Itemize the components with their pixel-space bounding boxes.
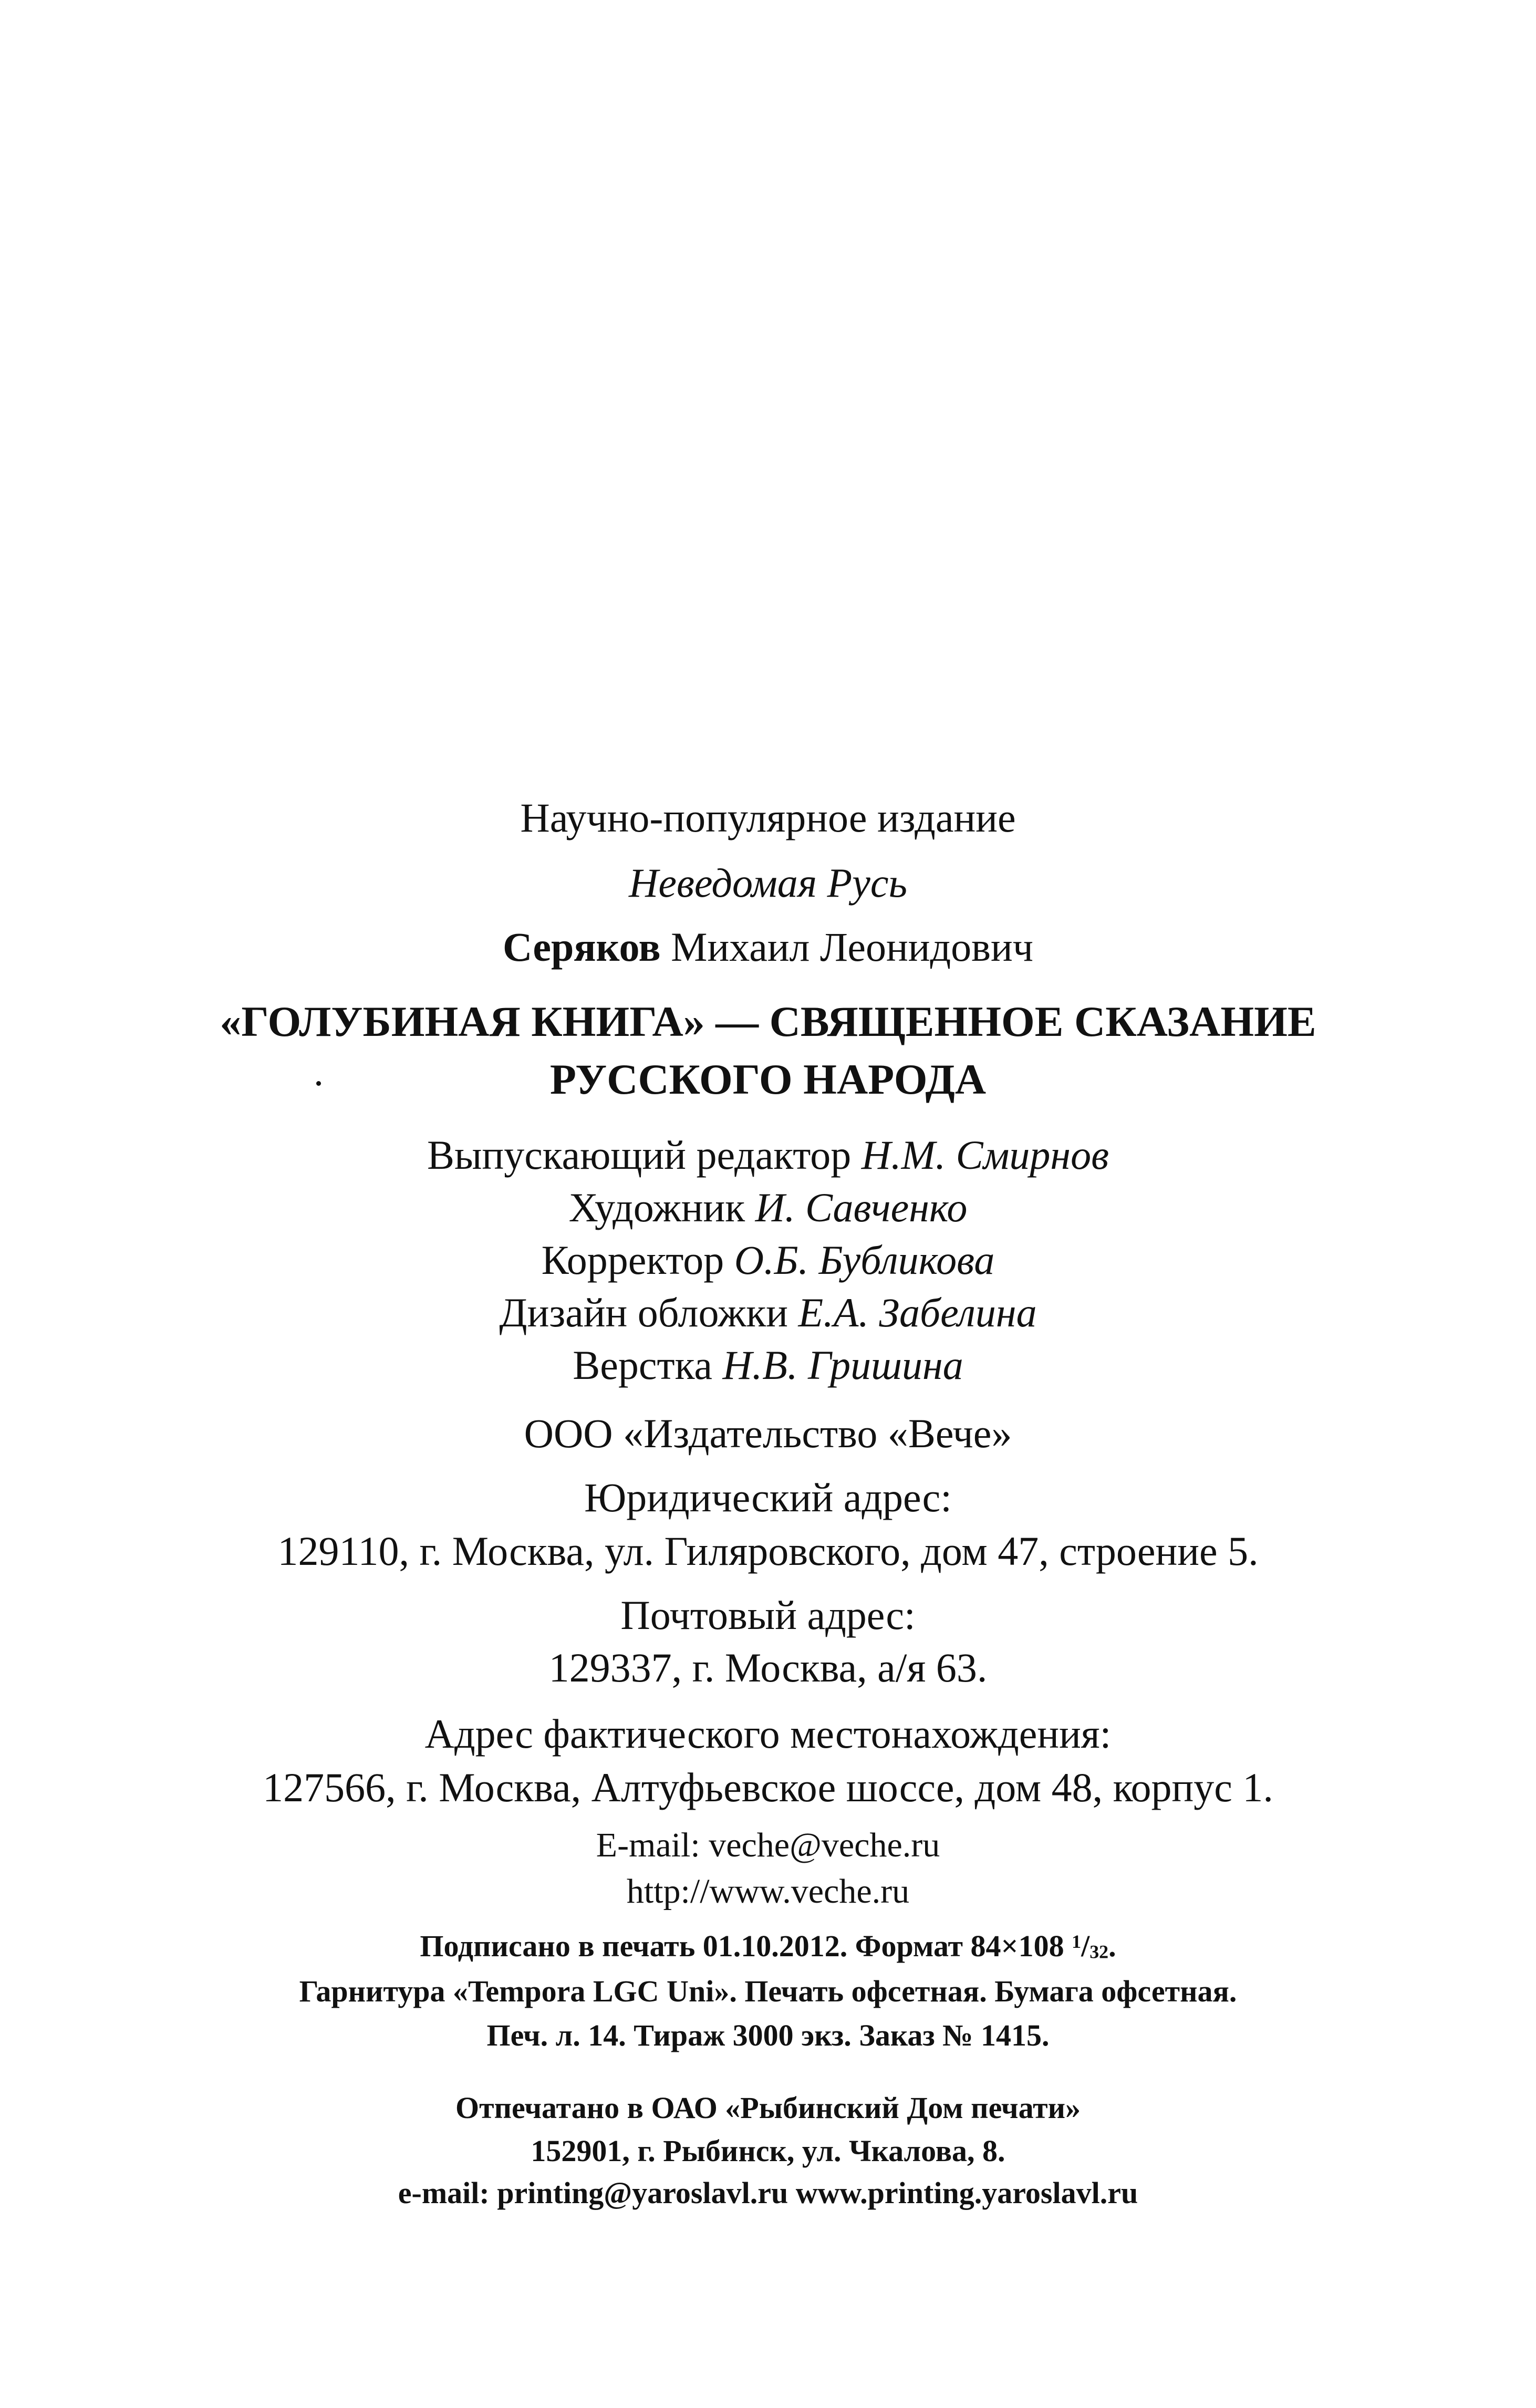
format-fraction-numerator: 1	[1072, 1930, 1082, 1952]
credit-role: Верстка	[573, 1342, 712, 1388]
print-signed-line	[0, 1931, 1536, 1962]
credit-proofreader	[0, 1237, 1536, 1283]
printer-contacts: e-mail: printing@yaroslavl.ru www.printing.yaroslavl.ru	[398, 2176, 1138, 2210]
credit-role: Дизайн обложки	[499, 1290, 788, 1335]
series-name: Неведомая Русь	[629, 860, 907, 906]
credit-role: Художник	[568, 1185, 745, 1230]
email-line: E-mail: veche@veche.ru	[596, 1826, 940, 1864]
typeface-line: Гарнитура «Tempora LGC Uni». Печать офсетная. Бумага офсетная.	[299, 1974, 1237, 2008]
postal-address-label: Почтовый адрес:	[620, 1592, 916, 1638]
edition-type: Научно-популярное издание	[520, 795, 1016, 840]
printer-address: 152901, г. Рыбинск, ул. Чкалова, 8.	[531, 2134, 1005, 2168]
format-fraction-denominator: 32	[1089, 1941, 1109, 1963]
book-title-line-1: «ГОЛУБИНАЯ КНИГА» — СВЯЩЕННОЕ СКАЗАНИЕ	[220, 998, 1316, 1045]
book-title-line-2: РУССКОГО НАРОДА	[549, 1055, 987, 1103]
author-surname: Серяков	[503, 924, 661, 970]
credit-person: Н.М. Смирнов	[861, 1132, 1109, 1178]
actual-address: 127566, г. Москва, Алтуфьевское шоссе, дом 48, корпус 1.	[263, 1765, 1273, 1810]
credit-person: И. Савченко	[755, 1185, 968, 1230]
author-line	[0, 924, 1536, 970]
format-fraction: $^1$/32.	[1072, 1929, 1116, 1963]
credit-artist	[0, 1187, 1536, 1228]
printer-line: Отпечатано в ОАО «Рыбинский Дом печати»	[455, 2091, 1081, 2125]
credit-person: Е.А. Забелина	[798, 1290, 1037, 1335]
publisher-name: ООО «Издательство «Вече»	[524, 1410, 1012, 1456]
actual-address-label: Адрес фактического местонахождения:	[424, 1711, 1112, 1757]
credit-person: О.Б. Бубликова	[734, 1237, 995, 1283]
website-line: http://www.veche.ru	[626, 1872, 910, 1911]
credit-role: Корректор	[541, 1237, 724, 1283]
credit-role: Выпускающий редактор	[427, 1132, 852, 1178]
postal-address: 129337, г. Москва, а/я 63.	[548, 1645, 988, 1690]
legal-address: 129110, г. Москва, ул. Гиляровского, дом 47, строение 5.	[277, 1528, 1259, 1574]
credit-cover-design	[0, 1292, 1536, 1333]
print-signed-text: Подписано в печать 01.10.2012. Формат 84×108	[420, 1929, 1064, 1963]
credit-editor	[0, 1132, 1536, 1178]
credit-layout	[0, 1342, 1536, 1388]
credit-person: Н.В. Гришина	[722, 1342, 963, 1388]
author-name: Михаил Леонидович	[671, 924, 1033, 970]
print-sheets-line: Печ. л. 14. Тираж 3000 экз. Заказ № 1415.	[486, 2018, 1050, 2052]
legal-address-label: Юридический адрес:	[584, 1475, 952, 1520]
